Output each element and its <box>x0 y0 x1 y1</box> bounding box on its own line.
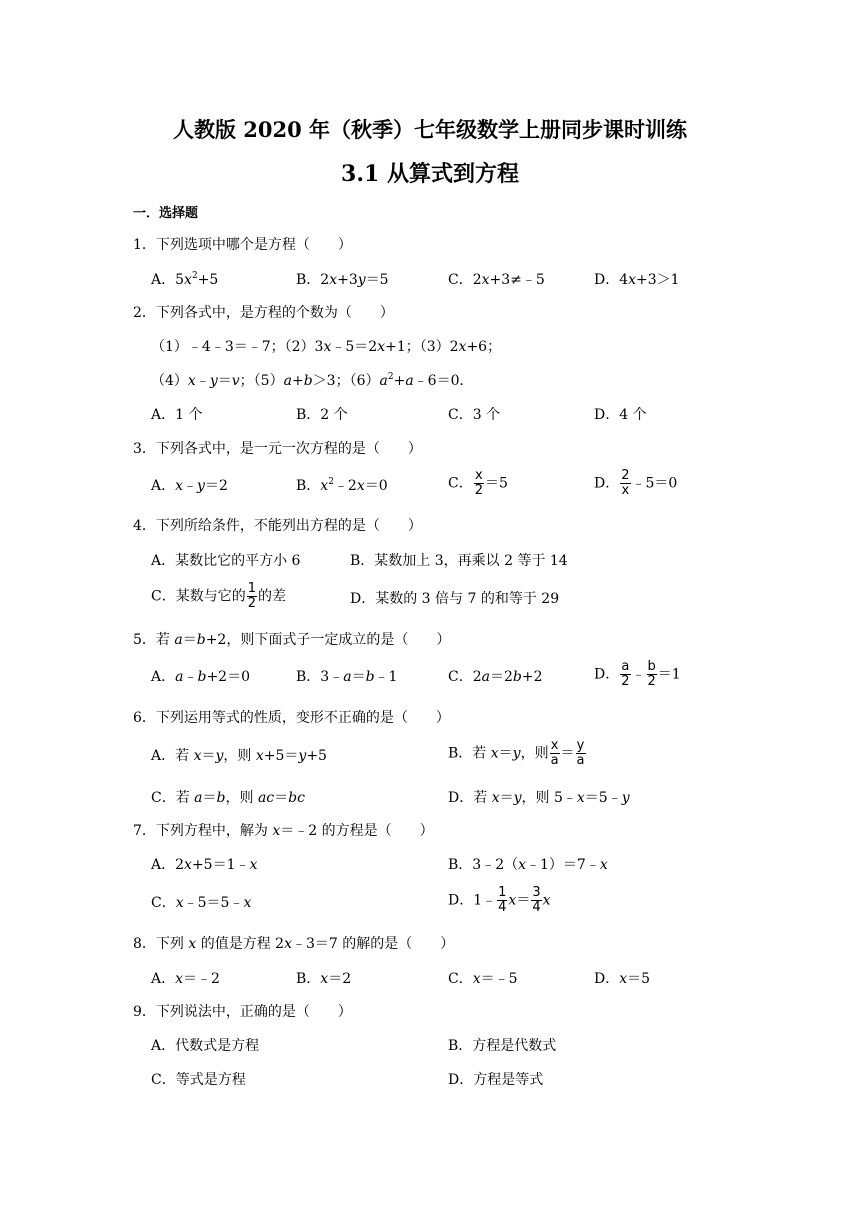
q8-option-b[interactable]: B．x＝2 <box>296 971 352 987</box>
fraction-y-over-a: $\frac{y}{a}$ <box>576 738 585 768</box>
q3-option-a[interactable]: A．x﹣y＝2 <box>151 478 228 494</box>
q3-option-b[interactable]: B．$x^2﹣2x=0$ <box>296 477 388 494</box>
fraction-2-over-x: $\frac{2}{x}$ <box>621 468 630 498</box>
q5-option-c[interactable]: C．2a＝2b+2 <box>448 669 543 685</box>
question-6-stem: 6．下列运用等式的性质，变形不正确的是（ ） <box>133 710 450 726</box>
q4-option-b[interactable]: B．某数加上 3，再乘以 2 等于 14 <box>350 553 568 569</box>
q4-option-a[interactable]: A．某数比它的平方小 6 <box>151 553 301 569</box>
q1-option-d[interactable]: D．4x+3＞1 <box>594 272 680 288</box>
q8-option-c[interactable]: C．x＝﹣5 <box>448 971 518 987</box>
q1-option-a[interactable]: A．$5x^2+5$ <box>151 271 219 288</box>
q2-expression-line-2: （4）x﹣y＝v；（5）a+b＞3；$(6)a^2+a﹣6=0$． <box>151 372 474 389</box>
q8-option-a[interactable]: A．x＝﹣2 <box>151 971 220 987</box>
q9-option-d[interactable]: D．方程是等式 <box>448 1072 544 1088</box>
q9-option-b[interactable]: B．方程是代数式 <box>448 1038 557 1054</box>
fraction-3-over-4: $\frac{3}{4}$ <box>532 885 541 915</box>
question-5-stem: 5．若 a＝b+2，则下面式子一定成立的是（ ） <box>133 632 451 648</box>
page-title: 人教版 2020 年（秋季）七年级数学上册同步课时训练 <box>172 117 688 142</box>
q5-option-b[interactable]: B．3﹣a＝b﹣1 <box>296 669 398 685</box>
q6-option-b[interactable]: B．若 x＝y，则 $\frac{x}{a}$ ＝ $\frac{y}{a}$ <box>448 738 585 768</box>
fraction-1-over-2: $\frac{1}{2}$ <box>247 581 256 611</box>
q7-option-a[interactable]: A．2x+5＝1﹣x <box>151 857 258 873</box>
question-4-stem: 4．下列所给条件，不能列出方程的是（ ） <box>133 518 422 534</box>
q1-option-c[interactable]: C．2x+3≠﹣5 <box>448 272 545 288</box>
q3-option-c[interactable]: C． $\frac{x}{2}$ ＝5 <box>448 468 508 498</box>
q7-option-d[interactable]: D．1﹣ $\frac{1}{4}$ x＝ $\frac{3}{4}$ x <box>448 885 551 915</box>
q5-option-d[interactable]: D． $\frac{a}{2}$ ﹣ $\frac{b}{2}$ ＝1 <box>594 659 681 689</box>
fraction-x-over-2: $\frac{x}{2}$ <box>474 468 483 498</box>
question-2-stem: 2．下列各式中，是方程的个数为（ ） <box>133 305 394 321</box>
q9-option-c[interactable]: C．等式是方程 <box>151 1072 246 1088</box>
question-7-stem: 7．下列方程中，解为 x＝﹣2 的方程是（ ） <box>133 823 434 839</box>
q2-option-b[interactable]: B．2 个 <box>296 407 348 423</box>
q5-option-a[interactable]: A．a﹣b+2＝0 <box>151 669 250 685</box>
question-9-stem: 9．下列说法中，正确的是（ ） <box>133 1004 352 1020</box>
q7-option-b[interactable]: B．3﹣2（x﹣1）＝7﹣x <box>448 857 608 873</box>
fraction-a-over-2: $\frac{a}{2}$ <box>621 659 630 689</box>
q2-option-a[interactable]: A．1 个 <box>151 407 203 423</box>
section-heading: 一．选择题 <box>133 206 199 221</box>
q2-option-d[interactable]: D．4 个 <box>594 407 647 423</box>
q6-option-d[interactable]: D．若 x＝y，则 5﹣x＝5﹣y <box>448 790 630 806</box>
q9-option-a[interactable]: A．代数式是方程 <box>151 1038 260 1054</box>
q3-option-d[interactable]: D． $\frac{2}{x}$ ﹣5＝0 <box>594 468 678 498</box>
question-8-stem: 8．下列 x 的值是方程 2x﹣3＝7 的解的是（ ） <box>133 936 455 952</box>
question-3-stem: 3．下列各式中，是一元一次方程的是（ ） <box>133 441 422 457</box>
q6-option-a[interactable]: A．若 x＝y，则 x+5＝y+5 <box>151 748 327 764</box>
question-1-stem: 1．下列选项中哪个是方程（ ） <box>133 237 352 253</box>
q1-option-b[interactable]: B．2x+3y＝5 <box>296 272 389 288</box>
q8-option-d[interactable]: D．x＝5 <box>594 971 651 987</box>
q7-option-c[interactable]: C．x﹣5＝5﹣x <box>151 895 252 911</box>
fraction-b-over-2: $\frac{b}{2}$ <box>647 659 656 689</box>
q2-expression-line-1: （1）﹣4﹣3＝﹣7；（2）3x﹣5＝2x+1；（3）2x+6； <box>151 339 502 355</box>
q4-option-c[interactable]: C．某数与它的 $\frac{1}{2}$ 的差 <box>151 581 286 611</box>
fraction-1-over-4: $\frac{1}{4}$ <box>498 885 507 915</box>
fraction-x-over-a: $\frac{x}{a}$ <box>550 738 559 768</box>
q6-option-c[interactable]: C．若 a＝b，则 ac＝bc <box>151 790 305 806</box>
q2-option-c[interactable]: C．3 个 <box>448 407 501 423</box>
q4-option-d[interactable]: D．某数的 3 倍与 7 的和等于 29 <box>350 591 560 607</box>
page-subtitle: 3.1 从算式到方程 <box>341 161 519 187</box>
